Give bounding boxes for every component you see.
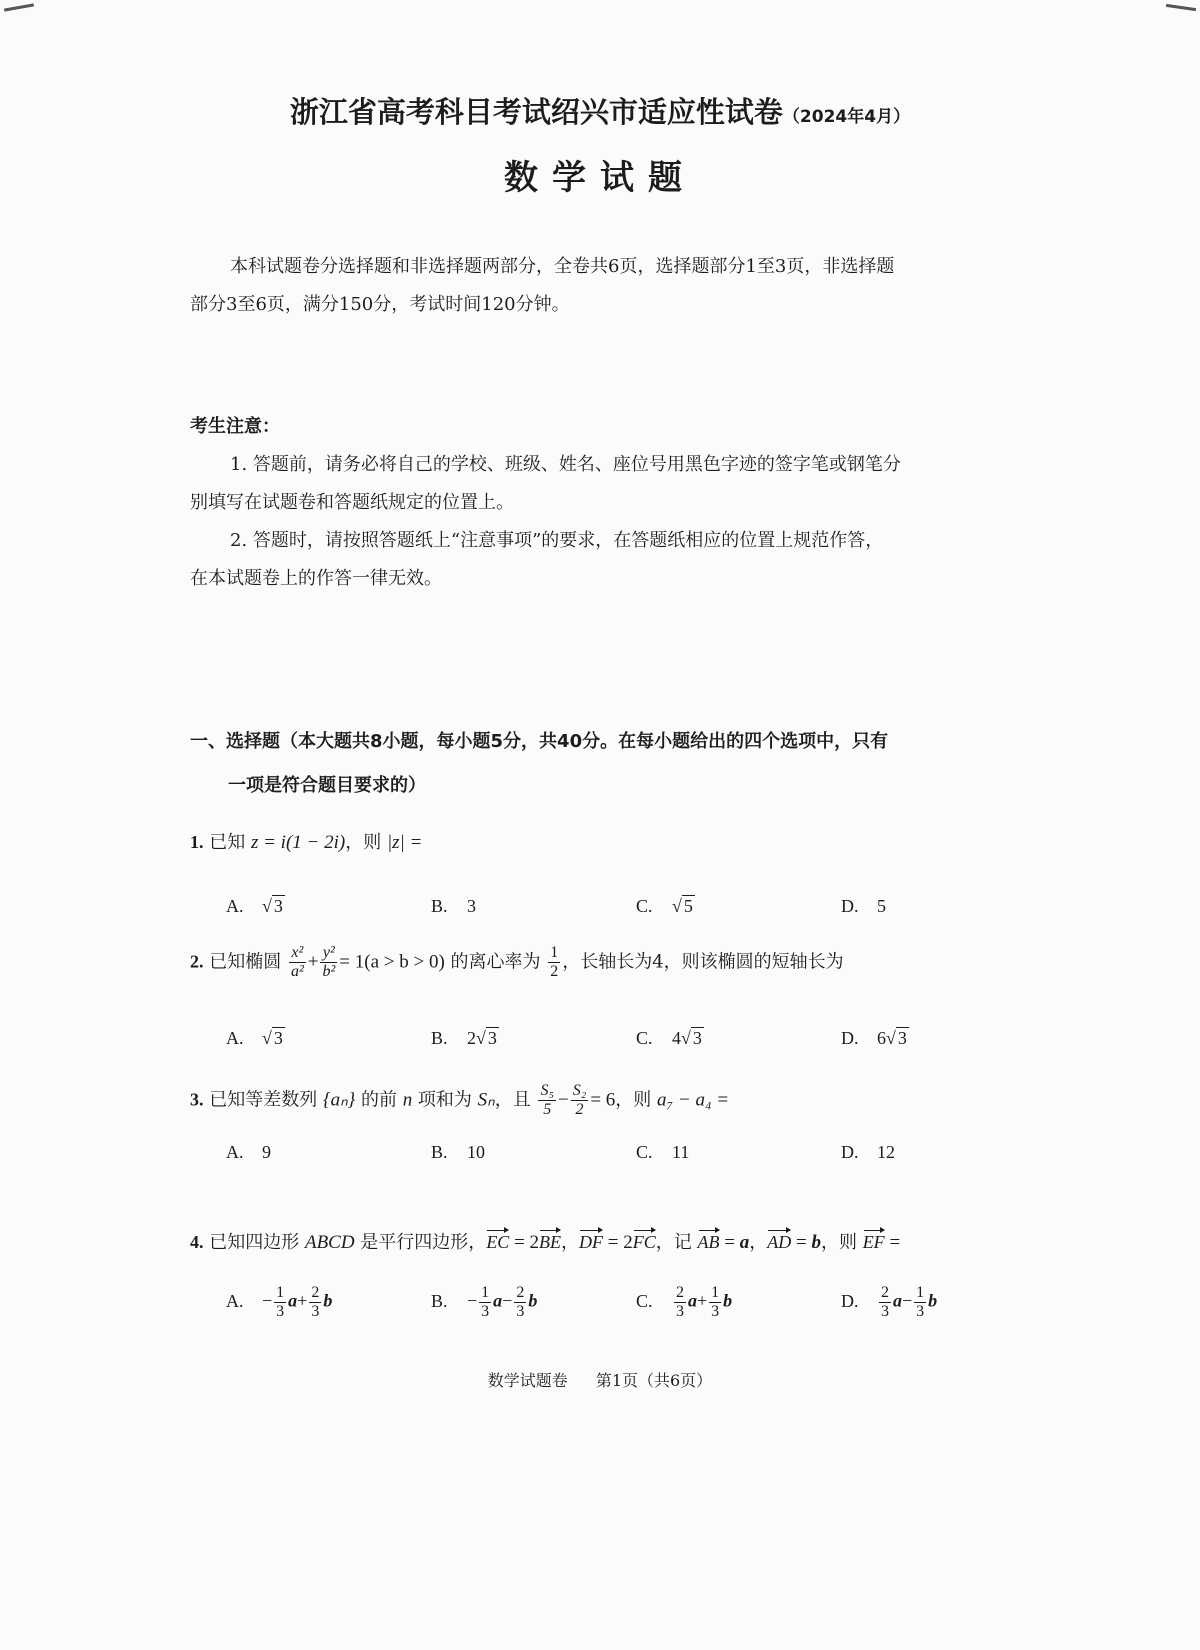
option-c[interactable] (636, 896, 695, 917)
math-expression: = 6 (590, 1089, 616, 1111)
fraction (274, 1284, 286, 1321)
option-d[interactable] (841, 896, 886, 917)
denominator: a² (290, 963, 304, 980)
notice-item-1-line-1: 1. 答题前，请务必将自己的学校、班级、姓名、座位号用黑色字迹的签字笔或钢笔分 (230, 454, 901, 475)
option-label: B. (431, 1028, 448, 1048)
option-d[interactable] (841, 1142, 895, 1163)
question-1 (190, 828, 1050, 854)
radicand: 3 (692, 1028, 702, 1048)
radicand: 5 (683, 896, 693, 916)
option-a[interactable] (226, 1142, 271, 1163)
option-a[interactable] (226, 1284, 332, 1321)
sign: − (467, 1290, 478, 1311)
option-d[interactable] (841, 1284, 937, 1321)
denominator: 3 (516, 1303, 525, 1320)
numerator: 2 (516, 1284, 525, 1301)
vector-a: a (288, 1290, 298, 1311)
question-number: 3. (190, 1089, 204, 1110)
denominator: 3 (481, 1303, 490, 1320)
numerator: x² (289, 944, 306, 963)
coefficient: 4 (672, 1028, 681, 1048)
math-operator: = (791, 1232, 812, 1253)
numerator: 2 (676, 1284, 684, 1301)
page-footer (0, 1368, 1200, 1391)
radicand: 3 (897, 1028, 907, 1048)
denominator: 5 (543, 1101, 552, 1118)
option-d[interactable] (841, 1028, 909, 1049)
option-label: A. (226, 1028, 244, 1048)
question-text: ，记 (655, 1232, 698, 1253)
exam-subtitle: 数学试题 (504, 158, 696, 198)
fraction-s5-5 (538, 1082, 556, 1119)
option-a[interactable] (226, 896, 285, 917)
math-operator: = 2 (509, 1232, 540, 1253)
exam-title-main: 浙江省高考科目考试绍兴市适应性试卷 (289, 95, 783, 129)
fraction-half (548, 944, 560, 981)
question-text: 已知等差数列 (209, 1089, 323, 1111)
numerator: 1 (711, 1284, 720, 1301)
fraction (309, 1284, 321, 1321)
exam-title (0, 90, 1200, 131)
section-heading-line-2: 一项是符合题目要求的） (228, 775, 426, 796)
option-label: B. (431, 896, 448, 916)
option-c[interactable] (636, 1142, 689, 1163)
scan-corner-mark-left (4, 3, 34, 11)
numerator: 1 (276, 1284, 285, 1301)
question-number: 4. (190, 1232, 204, 1252)
option-label: C. (636, 1028, 653, 1048)
question-text: 是平行四边形， (354, 1232, 487, 1253)
option-label: B. (431, 1290, 448, 1311)
question-text: 的离心率为 (444, 951, 547, 973)
option-a[interactable] (226, 1028, 285, 1049)
coefficient: 2 (467, 1028, 476, 1048)
sqrt: √ 3 (681, 1028, 702, 1048)
math-variable: Sₙ (477, 1089, 495, 1111)
option-label: D. (841, 896, 859, 916)
sqrt: √ 3 (262, 896, 283, 916)
exam-date: （2024年4月） (782, 107, 911, 127)
option-b[interactable] (431, 896, 476, 917)
numerator: 1 (481, 1284, 490, 1301)
operator: − (902, 1290, 913, 1311)
question-2-options (226, 1028, 1046, 1068)
question-2 (190, 944, 1050, 981)
vector-a: a (893, 1290, 902, 1311)
section-heading-line-1: 一、选择题（本大题共8小题，每小题5分，共40分。在每小题给出的四个选项中，只有 (190, 731, 889, 752)
option-b[interactable] (431, 1028, 499, 1049)
vector-b: b (928, 1290, 938, 1311)
math-expression: z = i(1 − 2i) (250, 832, 346, 853)
question-text: 的前 (355, 1089, 403, 1111)
section-heading (190, 720, 1020, 808)
denominator: b² (322, 963, 336, 980)
question-text: 项和为 (412, 1089, 478, 1111)
numerator: y² (320, 944, 337, 963)
question-text: ，则 (820, 1232, 863, 1253)
scan-corner-mark-right (1166, 4, 1196, 11)
math-variable: ABCD (304, 1232, 355, 1253)
question-number: 2. (190, 951, 204, 972)
numerator: 2 (311, 1284, 320, 1301)
vector-be: BE (539, 1228, 561, 1253)
vector-b: b (811, 1232, 821, 1253)
option-b[interactable] (431, 1142, 485, 1163)
math-expression: {aₙ} (322, 1089, 356, 1111)
math-expression: |z| = (386, 832, 423, 853)
question-1-options (226, 896, 1046, 936)
option-b[interactable] (431, 1284, 537, 1321)
option-c[interactable] (636, 1284, 732, 1321)
option-value: 11 (672, 1142, 690, 1162)
notice-item-2-line-1: 2. 答题时，请按照答题纸上“注意事项”的要求，在答题纸相应的位置上规范作答， (230, 530, 884, 551)
numerator: S₂ (572, 1082, 587, 1099)
option-label: A. (226, 1142, 244, 1162)
operator: + (697, 1290, 708, 1311)
vector-a: a (739, 1232, 750, 1253)
denominator: 2 (575, 1101, 584, 1118)
question-text: ，长轴长为4，则该椭圆的短轴长为 (562, 951, 844, 973)
denominator: 3 (311, 1303, 320, 1320)
footer-doc-name: 数学试题卷 (487, 1371, 568, 1390)
numerator: S₅ (540, 1082, 555, 1099)
option-value: 3 (467, 896, 476, 916)
fraction (479, 1284, 491, 1321)
operator: − (502, 1290, 513, 1311)
denominator: 3 (276, 1303, 285, 1320)
denominator: 3 (916, 1303, 925, 1320)
math-operator: = (884, 1232, 901, 1253)
fraction (879, 1284, 891, 1321)
vector-df: DF (579, 1228, 603, 1253)
option-label: A. (226, 1290, 244, 1311)
option-c[interactable] (636, 1028, 704, 1049)
math-operator: − (558, 1089, 569, 1111)
question-3-options (226, 1142, 1046, 1182)
vector-ec: EC (486, 1228, 509, 1253)
option-label: C. (636, 1290, 653, 1311)
question-text: ，且 (494, 1089, 537, 1111)
math-variable: n (402, 1089, 413, 1111)
denominator: 3 (881, 1303, 889, 1320)
option-value: 5 (877, 896, 886, 916)
fraction-x2-a2 (289, 944, 306, 981)
denominator: 3 (676, 1303, 684, 1320)
notice-heading: 考生注意： (190, 416, 280, 437)
notice-block (190, 408, 1010, 598)
math-operator: + (307, 951, 319, 973)
vector-ad: AD (767, 1228, 791, 1253)
option-label: A. (226, 896, 244, 916)
option-value: 9 (262, 1142, 271, 1162)
question-text: 已知四边形 (209, 1232, 305, 1253)
footer-page-number: 第1页（共6页） (595, 1371, 713, 1390)
question-3 (190, 1082, 1050, 1119)
sign: − (262, 1290, 273, 1311)
fraction (514, 1284, 526, 1321)
question-4 (190, 1228, 1050, 1254)
sqrt: √ 3 (886, 1028, 907, 1048)
vector-ab: AB (698, 1228, 720, 1253)
question-text: 已知椭圆 (209, 951, 287, 973)
punctuation: ， (561, 1232, 580, 1253)
math-expression: a₇ − a₄ = (657, 1089, 730, 1111)
operator: + (297, 1290, 308, 1311)
option-label: D. (841, 1142, 859, 1162)
math-expression: = 1(a > b > 0) (339, 951, 445, 973)
denominator: 2 (550, 963, 559, 980)
option-value: 12 (877, 1142, 895, 1162)
vector-b: b (323, 1290, 333, 1311)
option-label: C. (636, 1142, 653, 1162)
denominator: 3 (711, 1303, 720, 1320)
fraction (914, 1284, 926, 1321)
radicand: 3 (273, 1028, 283, 1048)
vector-a: a (493, 1290, 503, 1311)
radicand: 3 (487, 1028, 497, 1048)
radicand: 3 (273, 896, 283, 916)
math-operator: = (719, 1232, 740, 1253)
coefficient: 6 (877, 1028, 886, 1048)
numerator: 1 (550, 944, 559, 961)
notice-item-1-line-2: 别填写在试题卷和答题纸规定的位置上。 (190, 492, 514, 513)
math-operator: = 2 (603, 1232, 633, 1253)
numerator: 2 (881, 1284, 889, 1301)
option-value: 10 (467, 1142, 485, 1162)
option-label: D. (841, 1290, 859, 1311)
numerator: 1 (916, 1284, 925, 1301)
fraction (674, 1284, 686, 1321)
question-text: 已知 (209, 832, 251, 853)
option-label: D. (841, 1028, 859, 1048)
intro-paragraph (190, 248, 1010, 324)
vector-b: b (528, 1290, 538, 1311)
vector-a: a (688, 1290, 697, 1311)
punctuation: ， (749, 1232, 768, 1253)
question-text: ，则 (615, 1089, 658, 1111)
sqrt: √ 3 (476, 1028, 497, 1048)
option-label: C. (636, 896, 653, 916)
vector-ef: EF (863, 1228, 885, 1253)
fraction-s2-2 (571, 1082, 589, 1119)
question-4-options (226, 1284, 1046, 1324)
intro-line-1: 本科试题卷分选择题和非选择题两部分，全卷共6页，选择题部分1至3页，非选择题 (230, 256, 895, 277)
fraction (709, 1284, 721, 1321)
question-number: 1. (190, 832, 204, 852)
question-text: ，则 (345, 832, 387, 853)
option-label: B. (431, 1142, 448, 1162)
sqrt: √ 5 (672, 896, 693, 916)
sqrt: √ 3 (262, 1028, 283, 1048)
fraction-y2-b2 (320, 944, 337, 981)
notice-item-2-line-2: 在本试题卷上的作答一律无效。 (190, 568, 442, 589)
intro-line-2: 部分3至6页，满分150分，考试时间120分钟。 (190, 294, 570, 315)
vector-b: b (723, 1290, 733, 1311)
vector-fc: FC (633, 1228, 656, 1253)
